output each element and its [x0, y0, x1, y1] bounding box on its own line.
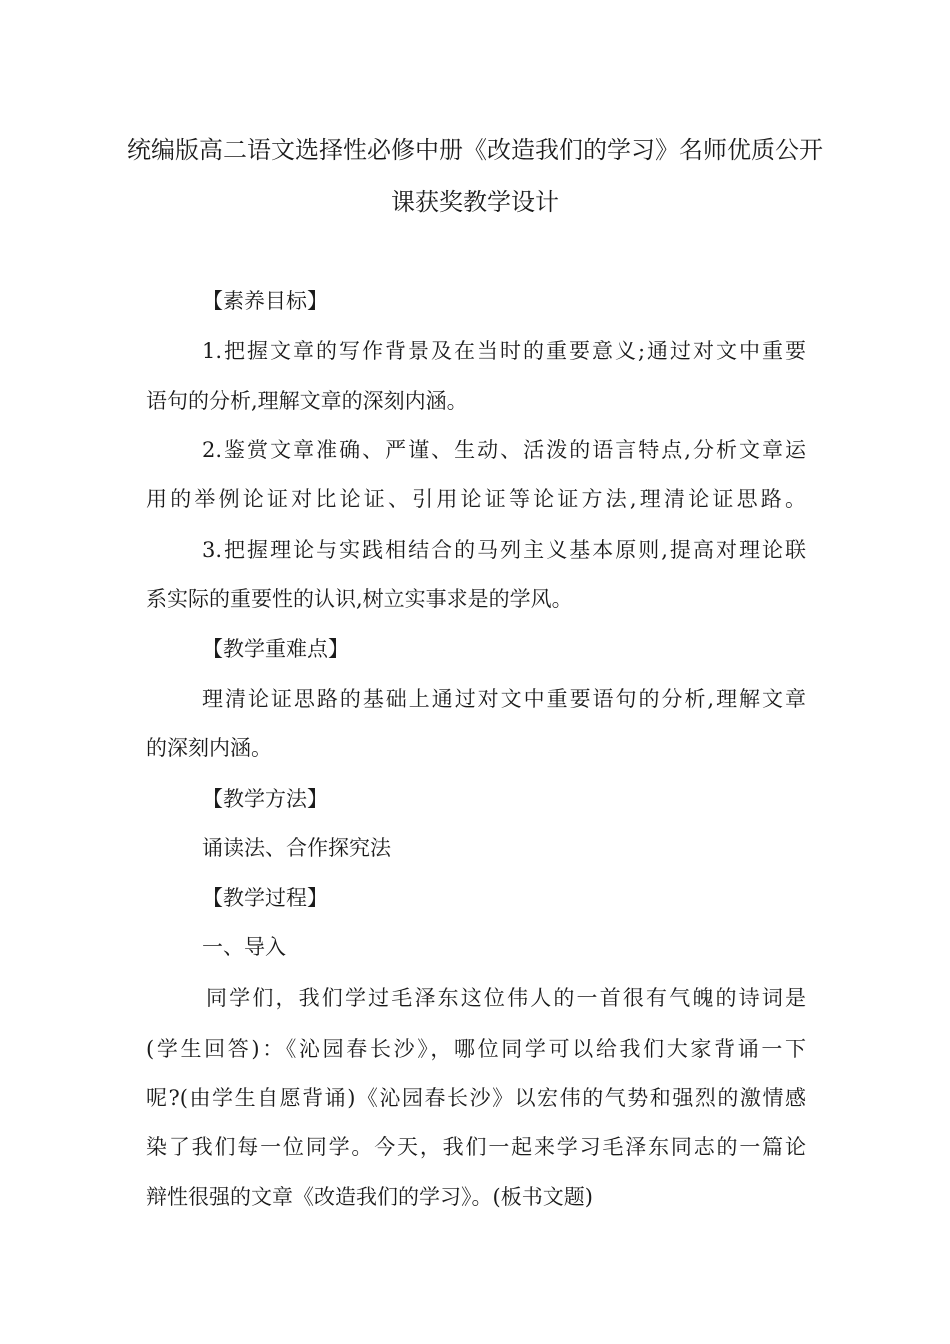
- goal-3-line-2: 系实际的重要性的认识,树立实事求是的学风。: [146, 587, 573, 611]
- section-heading-methods: 【教学方法】: [202, 787, 328, 811]
- intro-paragraph-line-3: 呢?(由学生自愿背诵)《沁园春长沙》以宏伟的气势和强烈的激情感: [146, 1086, 806, 1110]
- step-1-heading: 一、导入: [202, 935, 286, 959]
- intro-paragraph-line-1: 同学们，我们学过毛泽东这位伟人的一首很有气魄的诗词是: [206, 986, 806, 1010]
- intro-paragraph-line-5: 辩性很强的文章《改造我们的学习》。(板书文题): [146, 1185, 593, 1209]
- goal-1-line-1: 1.把握文章的写作背景及在当时的重要意义;通过对文中重要: [202, 339, 806, 363]
- goal-3-line-1: 3.把握理论与实践相结合的马列主义基本原则,提高对理论联: [202, 538, 806, 562]
- methods-text: 诵读法、合作探究法: [202, 836, 391, 860]
- key-points-line-2: 的深刻内涵。: [146, 736, 272, 760]
- section-heading-goals: 【素养目标】: [202, 289, 328, 313]
- section-heading-process: 【教学过程】: [202, 886, 328, 910]
- goal-2-line-1: 2.鉴赏文章准确、严谨、生动、活泼的语言特点,分析文章运: [202, 438, 806, 462]
- section-heading-key-points: 【教学重难点】: [202, 637, 349, 661]
- intro-paragraph-line-4: 染了我们每一位同学。今天，我们一起来学习毛泽东同志的一篇论: [146, 1135, 806, 1159]
- goal-2-line-2: 用的举例论证对比论证、引用论证等论证方法,理清论证思路。: [146, 487, 806, 511]
- intro-paragraph-line-2: (学生回答)：《沁园春长沙》，哪位同学可以给我们大家背诵一下: [146, 1037, 806, 1061]
- document-title-line-1: 统编版高二语文选择性必修中册《改造我们的学习》名师优质公开: [127, 136, 823, 164]
- goal-1-line-2: 语句的分析,理解文章的深刻内涵。: [146, 389, 468, 413]
- document-title-line-2: 课获奖教学设计: [391, 188, 559, 216]
- key-points-line-1: 理清论证思路的基础上通过对文中重要语句的分析,理解文章: [202, 687, 806, 711]
